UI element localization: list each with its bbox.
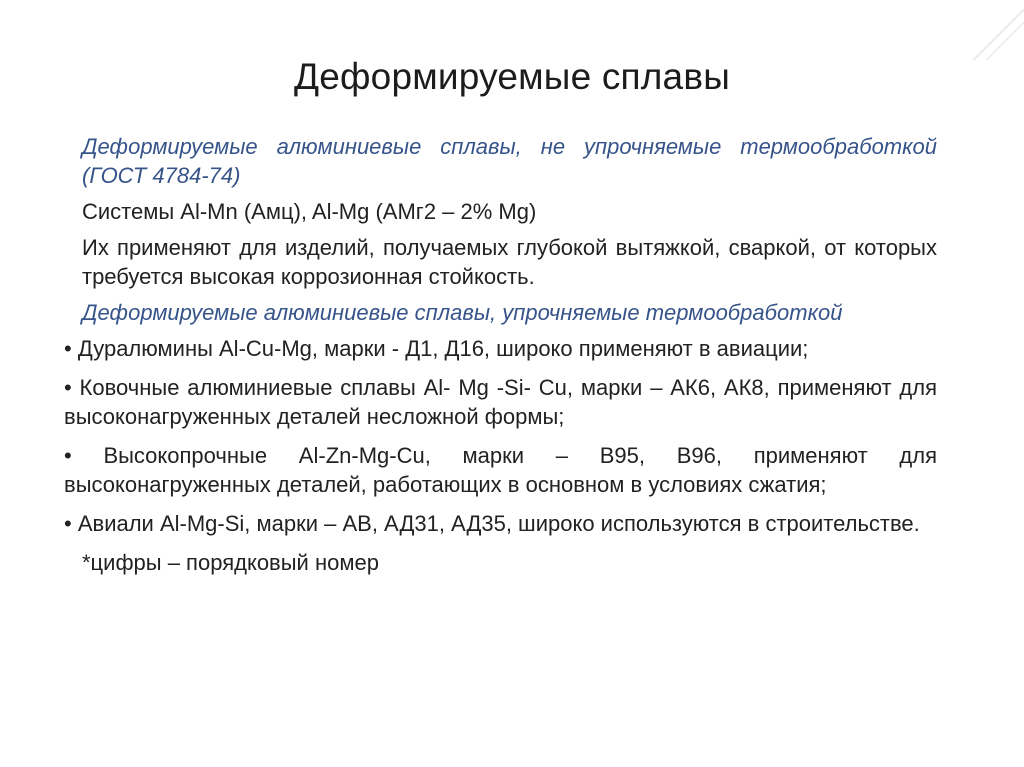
corner-decoration: [954, 0, 1024, 60]
usage-paragraph: Их применяют для изделий, получаемых глубокой вытяжкой, сваркой, от которых требуется высокая коррозионная стойкость.: [82, 235, 937, 289]
footnote: *цифры – порядковый номер: [82, 550, 379, 575]
bullet-text: Дуралюмины Al-Cu-Mg, марки - Д1, Д16, широко применяют в авиации;: [77, 336, 809, 361]
bullet-text: Авиали Al-Mg-Si, марки – АВ, АД31, АД35, широко используются в строительстве.: [77, 511, 920, 536]
heading-hardenable: Деформируемые алюминиевые сплавы, упрочняемые термообработкой: [82, 300, 843, 325]
bullet-icon: •: [64, 443, 72, 468]
bullet-icon: •: [64, 511, 72, 536]
bullet-forging-alloys: [64, 373, 937, 431]
slide-title: Деформируемые сплавы: [293, 56, 730, 97]
bullet-text: Высокопрочные Al-Zn-Mg-Cu, марки – В95, В96, применяют для высоконагруженных деталей, работающих в основном в условиях сжатия;: [64, 443, 937, 497]
bullet-high-strength: [64, 441, 937, 499]
bullet-text: Ковочные алюминиевые сплавы Al- Mg -Si- Cu, марки – АК6, АК8, применяют для высоконагруженных деталей несложной формы;: [64, 375, 937, 429]
heading-non-hardenable: Деформируемые алюминиевые сплавы, не упрочняемые термообработкой (ГОСТ 4784-74): [82, 134, 937, 188]
systems-line: Системы Al-Mn (Амц), Al-Mg (АМг2 – 2% Mg): [82, 199, 537, 224]
bullet-icon: •: [64, 375, 72, 400]
bullet-duralumin: [64, 334, 937, 363]
bullet-avial: [64, 509, 937, 538]
bullet-icon: •: [64, 336, 72, 361]
slide-content: [64, 132, 937, 577]
